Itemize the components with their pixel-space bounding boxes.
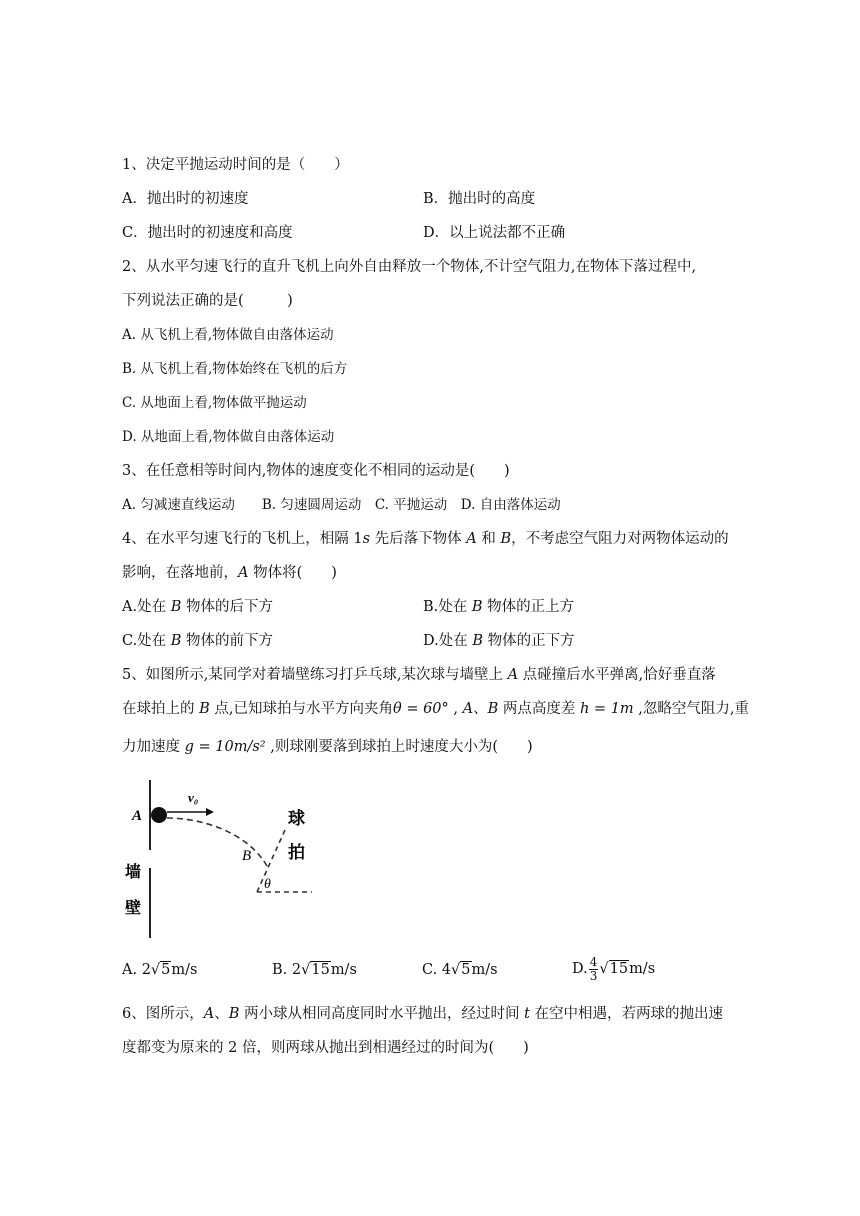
q3-stem: 3、在任意相等时间内,物体的速度变化不相同的运动是( ) [122,463,510,479]
q1-stem: 1、决定平抛运动时间的是（ ） [122,157,349,173]
label-paddle: 拍 [288,843,305,863]
q4-stem-line2: 影响，在落地前，A 物体将( ) [122,565,337,581]
q1-option-b: B．抛出时的高度 [423,191,536,207]
q5-option-b: B. 2√15m/s [272,962,357,978]
q4-option-b: B.处在 B 物体的正上方 [423,599,575,615]
q5-option-c: C. 4√5m/s [422,962,498,978]
label-v0: v₀ [188,790,199,805]
q1-option-a: A．抛出时的初速度 [122,191,249,207]
q1-option-c: C．抛出时的初速度和高度 [122,225,293,241]
trajectory-path [167,818,267,866]
q6-stem-line2: 度都变为原来的 2 倍，则两球从抛出到相遇经过的时间为( ) [122,1040,529,1056]
label-theta: θ [264,877,271,892]
label-b: B [242,848,252,864]
label-a: A [132,808,143,824]
q2-stem-line1: 2、从水平匀速飞行的直升飞机上向外自由释放一个物体,不计空气阻力,在物体下落过程中, [122,259,697,275]
paddle-line [257,830,285,892]
q4-option-d: D.处在 B 物体的正下方 [423,633,575,649]
q3-options: A. 匀减速直线运动 B. 匀速圆周运动 C. 平抛运动 D. 自由落体运动 [122,497,561,513]
label-wall-1: 墙 [125,862,142,881]
q4-stem-line1: 4、在水平匀速飞行的飞机上，相隔 1s 先后落下物体 A 和 B，不考虑空气阻力对两物体运动的 [122,531,729,547]
q5-option-d: D. $\frac{4}{3}$ √15m/s [572,954,656,983]
q2-option-c: C. 从地面上看,物体做平抛运动 [122,395,307,411]
q2-option-a: A. 从飞机上看,物体做自由落体运动 [122,327,334,343]
q4-option-a: A.处在 B 物体的后下方 [122,599,273,615]
label-wall-2: 壁 [125,898,142,917]
q4-option-c: C.处在 B 物体的前下方 [122,633,274,649]
label-ball: 球 [288,809,305,829]
arrow-head-icon [206,808,214,816]
q5-stem-line1: 5、如图所示,某同学对着墙壁练习打乒乓球,某次球与墙壁上 A 点碰撞后水平弹离,恰好垂直落 [122,667,716,683]
fraction: $\frac{4}{3}$ [589,954,598,983]
q5-stem-line2: 在球拍上的 B 点,已知球拍与水平方向夹角θ = 60° , A、B 两点高度差 h = 1m ,忽略空气阻力,重 [122,701,749,717]
q5-option-a: A. 2√5m/s [122,962,198,978]
q1-option-d: D．以上说法都不正确 [423,225,566,241]
q6-stem-line1: 6、图所示，A、B 两小球从相同高度同时水平抛出，经过时间 t 在空中相遇，若两球的抛出速 [122,1006,724,1022]
q5-figure [122,780,317,942]
q2-stem-line2: 下列说法正确的是( ) [122,293,293,309]
q5-stem-line3: 力加速度 g = 10m/s² ,则球刚要落到球拍上时速度大小为( ) [122,739,533,755]
ball-icon [151,807,167,823]
q2-option-b: B. 从飞机上看,物体始终在飞机的后方 [122,361,348,377]
q2-option-d: D. 从地面上看,物体做自由落体运动 [122,429,335,445]
